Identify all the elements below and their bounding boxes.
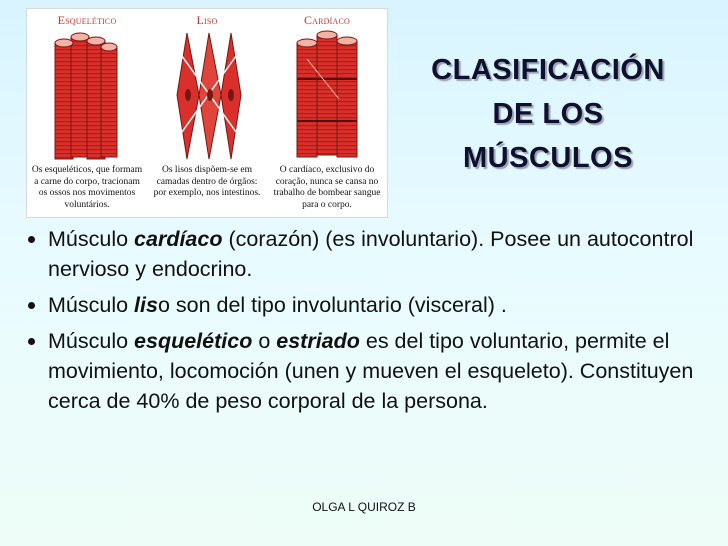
cardiac-caption: O cardíaco, exclusivo do coração, nunca se cansa no trabalho de bombear sangue para o corpo. [273,165,381,210]
smooth-muscle-drawing [147,29,267,163]
footer-author: OLGA L QUIROZ B [312,500,416,514]
bullet-text: Músculo [48,329,135,353]
skeletal-muscle-panel [27,9,147,217]
bullet-emphasis: cardíaco [134,227,223,251]
bullet-text: Músculo [48,227,135,251]
bullet-cardiac [24,224,714,284]
smooth-heading: Liso [196,13,218,27]
skeletal-heading: Esquelético [57,13,117,27]
bullet-text: Músculo [48,293,135,317]
title-line-2: DE LOS [492,98,604,130]
bullet-smooth [24,290,714,320]
cardiac-muscle-panel [267,9,387,217]
bullet-emphasis: lis [134,293,158,317]
bullet-dot-icon [28,338,35,345]
bullet-dot-icon [28,302,35,309]
smooth-muscle-panel [147,9,267,217]
title-line-3: MÚSCULOS [463,142,633,174]
bullet-text: (corazón) (es involuntario). Posee un autocontrol nervioso y endocrino. [48,227,694,281]
bullet-text: o [252,329,277,353]
bullet-list [24,224,714,422]
cardiac-heading: Cardíaco [303,13,351,27]
bullet-emphasis: estriado [276,329,360,353]
skeletal-muscle-drawing [27,29,147,163]
bullet-emphasis: esquelético [134,329,253,353]
muscle-types-illustration [26,8,388,218]
bullet-dot-icon [28,236,35,243]
smooth-caption: Os lisos dispõem-se em camadas dentro de órgãos: por exemplo, nos intestinos. [153,165,261,198]
bullet-text: o son del tipo involuntario (visceral) . [157,293,507,317]
bullet-text: es del tipo voluntario, permite el movimiento, locomoción (unen y mueven el esqueleto). Constituyen cerca de 40% de peso corporal de la persona. [48,329,694,413]
cardiac-muscle-drawing [267,29,387,163]
slide-title [398,48,698,180]
title-line-1: CLASIFICACIÓN [431,54,665,86]
skeletal-caption: Os esqueléticos, que formam a carne do corpo, tracionam os ossos nos movimentos voluntários. [31,165,143,210]
bullet-skeletal [24,326,714,416]
